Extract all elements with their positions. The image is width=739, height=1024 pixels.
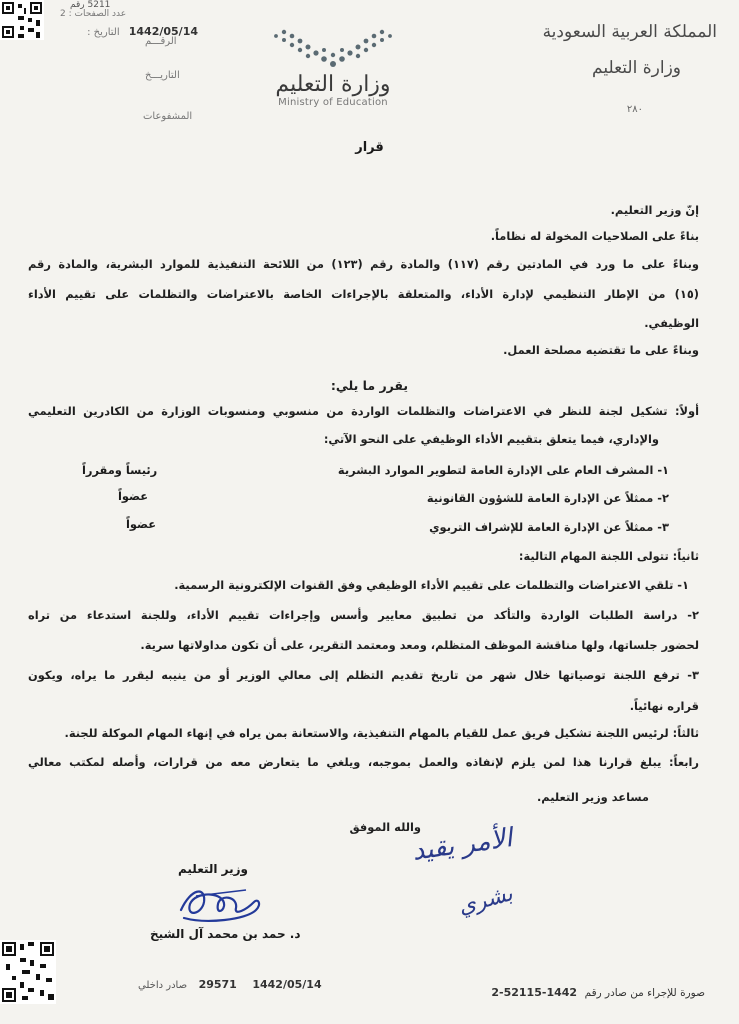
member-2-role: عضواً <box>118 489 149 503</box>
signature-scribble-icon <box>176 880 266 932</box>
member-2: ٢- ممثلاً عن الإدارة العامة للشؤون القانونية <box>426 491 669 505</box>
preamble-line-6: وبناءً على ما تقتضيه مصلحة العمل. <box>503 343 699 357</box>
stamp-date-label: التاريخ : <box>87 27 120 38</box>
preamble-line-4: (١٥) من الإطار التنظيمي لإدارة الأداء، والمتعلقة بالإجراءات الخاصة بالاعتراضات والتظلمات على تقييم الأداء <box>28 287 699 301</box>
footer-outgoing-number: 29571 <box>198 978 237 991</box>
logo-arabic-text: وزارة التعليم <box>275 72 391 97</box>
preamble-line-5: الوظيفي. <box>644 316 699 330</box>
first-line-1: أولاً: تشكيل لجنة للنظر في الاعتراضات والتظلمات الواردة من منسوبي ومنسوبات الوزارة من الكادرين التعليمي <box>28 404 699 418</box>
decision-title: قرار <box>355 140 384 155</box>
qr-code-top <box>0 0 44 40</box>
logo-dots-icon <box>258 28 408 70</box>
stamp-date-row <box>58 20 198 39</box>
field-number-label: الرقـــم <box>145 36 177 47</box>
preamble-line-2: بناءً على الصلاحيات المخولة له نظاماً. <box>490 229 699 243</box>
fourth-line-2: مساعد وزير التعليم. <box>536 790 649 804</box>
second-heading: ثانياً: تتولى اللجنة المهام التالية: <box>518 549 699 563</box>
footer-copy <box>491 986 705 999</box>
closing-text: والله الموفق <box>349 820 421 834</box>
ministry-name: وزارة التعليم <box>592 58 681 78</box>
stamp-pages: عدد الصفحات : 2 <box>60 9 127 19</box>
handwritten-note-2: بشري <box>455 881 516 920</box>
second-item-1: ١- تلقي الاعتراضات والتظلمات على تقييم الأداء الوظيفي وفق القنوات الإلكترونية الرسمية. <box>174 578 689 592</box>
stamp-date-value: 1442/05/14 <box>128 25 198 38</box>
fourth-line-1: رابعاً: يبلغ قرارنا هذا لمن يلزم لإنفاذه والعمل بموجبه، ويلغي ما يتعارض معه من قرارات، وأصله لمكتب معالي <box>28 755 699 769</box>
first-line-2: والإداري، فيما يتعلق بتقييم الأداء الوظيفي على النحو الآتي: <box>323 432 659 446</box>
kingdom-name: المملكة العربية السعودية <box>542 22 717 42</box>
field-attachments-label: المشفوعات <box>143 111 193 122</box>
second-item-3-line-2: قراره نهائياً. <box>629 699 699 713</box>
footer-outgoing-label: صادر داخلي <box>138 980 188 991</box>
member-3: ٣- ممثلاً عن الإدارة العامة للإشراف التربوي <box>429 520 669 534</box>
preamble-line-3: وبناءً على ما ورد في المادتين رقم (١١٧) والمادة رقم (١٢٣) من اللائحة التنفيذية للموارد البشرية، والمادة رقم <box>28 257 700 271</box>
handwritten-note-1: الأمر يقيد <box>410 823 515 867</box>
footer-copy-number: 1442-52115-2 <box>491 986 578 999</box>
footer-outgoing <box>138 978 322 991</box>
second-item-2-line-1: ٢- دراسة الطلبات الواردة والتأكد من تطبيق معايير وأسس وإجراءات تقييم الأداء، وللجنة استدعاء من تراه <box>28 608 699 622</box>
footer-outgoing-date: 1442/05/14 <box>252 978 322 991</box>
stamp-top-text: 5211 رقم <box>70 0 111 10</box>
qr-code-bottom <box>0 940 56 1004</box>
member-1: ١- المشرف العام على الإدارة العامة لتطوير الموارد البشرية <box>337 463 669 477</box>
signature-title: وزير التعليم <box>178 862 249 876</box>
signatory-name: د. حمد بن محمد آل الشيخ <box>150 927 301 941</box>
member-1-role: رئيساً ومقرراً <box>82 463 158 477</box>
second-item-3-line-1: ٣- ترفع اللجنة توصياتها خلال شهر من تاريخ تقديم التظلم إلى معالي الوزير أو من ينيبه ليقرر ما يراه، ويكون <box>28 668 699 682</box>
preamble-line-1: إنّ وزير التعليم. <box>610 203 699 217</box>
field-date-label: التاريـــخ <box>145 70 180 81</box>
third-paragraph: ثالثاً: لرئيس اللجنة تشكيل فريق عمل للقيام بالمهام التنفيذية، والاستعانة بمن يراه في إنهاء المهام الموكلة للجنة. <box>64 726 699 740</box>
ministry-logo <box>258 28 408 108</box>
header-small-number: ٢٨٠ <box>626 104 643 115</box>
logo-english-text: Ministry of Education <box>278 97 388 108</box>
footer-copy-label: صورة للإجراء من صادر رقم <box>584 987 705 999</box>
member-3-role: عضواً <box>126 517 157 531</box>
decides-heading: يقرر ما يلي: <box>330 378 409 393</box>
second-item-2-line-2: لحضور جلساتها، ولها مناقشة الموظف المتظلم، ومعد ومعتمد التقرير، على أن تكون مداولاتها سرية. <box>140 638 699 652</box>
